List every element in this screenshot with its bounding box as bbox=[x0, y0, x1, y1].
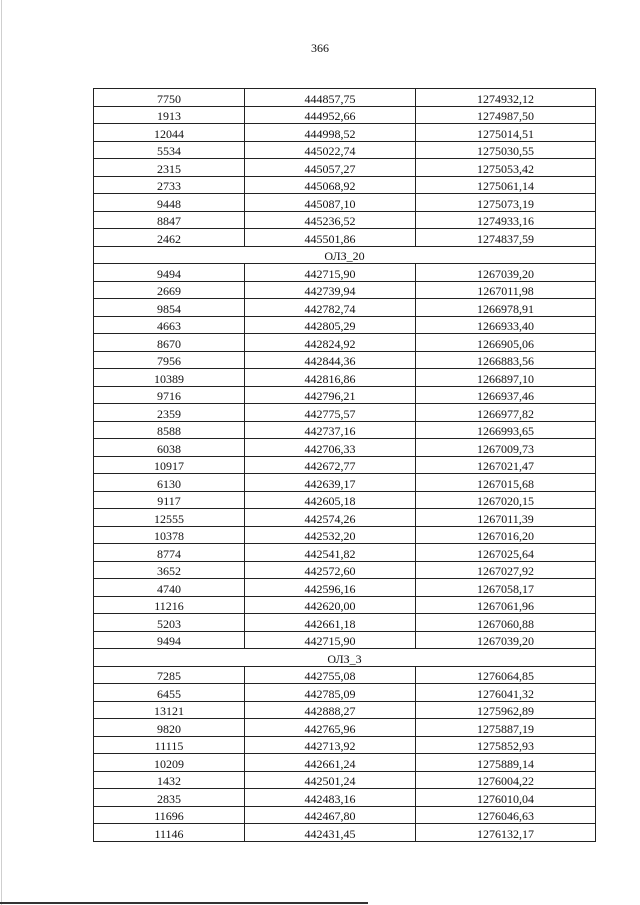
point-number-cell: 8588 bbox=[94, 421, 245, 439]
point-number-cell: 5534 bbox=[94, 141, 245, 159]
x-coordinate-cell: 445068,92 bbox=[245, 176, 416, 194]
x-coordinate-cell: 442572,60 bbox=[245, 561, 416, 579]
x-coordinate-cell: 442715,90 bbox=[245, 631, 416, 649]
x-coordinate-cell: 442782,74 bbox=[245, 299, 416, 317]
point-number-cell: 5203 bbox=[94, 614, 245, 632]
bottom-rule bbox=[0, 902, 368, 904]
point-number-cell: 9820 bbox=[94, 719, 245, 737]
y-coordinate-cell: 1276004,22 bbox=[416, 771, 596, 789]
x-coordinate-cell: 442672,77 bbox=[245, 456, 416, 474]
point-number-cell: 2359 bbox=[94, 404, 245, 422]
y-coordinate-cell: 1266978,91 bbox=[416, 299, 596, 317]
y-coordinate-cell: 1267025,64 bbox=[416, 544, 596, 562]
y-coordinate-cell: 1267039,20 bbox=[416, 264, 596, 282]
y-coordinate-cell: 1275073,19 bbox=[416, 194, 596, 212]
x-coordinate-cell: 442796,21 bbox=[245, 386, 416, 404]
table-row bbox=[94, 561, 596, 579]
x-coordinate-cell: 442816,86 bbox=[245, 369, 416, 387]
y-coordinate-cell: 1276132,17 bbox=[416, 824, 596, 842]
point-number-cell: 1913 bbox=[94, 106, 245, 124]
point-number-cell: 7750 bbox=[94, 89, 245, 107]
point-number-cell: 4663 bbox=[94, 316, 245, 334]
x-coordinate-cell: 442661,24 bbox=[245, 754, 416, 772]
x-coordinate-cell: 442715,90 bbox=[245, 264, 416, 282]
point-number-cell: 10378 bbox=[94, 526, 245, 544]
table-row bbox=[94, 456, 596, 474]
table-row bbox=[94, 176, 596, 194]
page-edge bbox=[1, 0, 2, 905]
point-number-cell: 11115 bbox=[94, 736, 245, 754]
table-row bbox=[94, 386, 596, 404]
table-row bbox=[94, 684, 596, 702]
table-row bbox=[94, 404, 596, 422]
x-coordinate-cell: 442737,16 bbox=[245, 421, 416, 439]
y-coordinate-cell: 1266905,06 bbox=[416, 334, 596, 352]
table-row bbox=[94, 89, 596, 107]
table-row bbox=[94, 754, 596, 772]
y-coordinate-cell: 1276046,63 bbox=[416, 806, 596, 824]
y-coordinate-cell: 1267020,15 bbox=[416, 491, 596, 509]
point-number-cell: 11696 bbox=[94, 806, 245, 824]
table-row bbox=[94, 474, 596, 492]
y-coordinate-cell: 1276064,85 bbox=[416, 666, 596, 684]
x-coordinate-cell: 444998,52 bbox=[245, 124, 416, 142]
y-coordinate-cell: 1275887,19 bbox=[416, 719, 596, 737]
table-row bbox=[94, 141, 596, 159]
y-coordinate-cell: 1267060,88 bbox=[416, 614, 596, 632]
point-number-cell: 13121 bbox=[94, 701, 245, 719]
y-coordinate-cell: 1267011,98 bbox=[416, 281, 596, 299]
y-coordinate-cell: 1276041,32 bbox=[416, 684, 596, 702]
point-number-cell: 8847 bbox=[94, 211, 245, 229]
point-number-cell: 8774 bbox=[94, 544, 245, 562]
x-coordinate-cell: 445022,74 bbox=[245, 141, 416, 159]
table-row bbox=[94, 806, 596, 824]
table-row bbox=[94, 719, 596, 737]
table-row bbox=[94, 194, 596, 212]
x-coordinate-cell: 442541,82 bbox=[245, 544, 416, 562]
x-coordinate-cell: 442739,94 bbox=[245, 281, 416, 299]
point-number-cell: 1432 bbox=[94, 771, 245, 789]
x-coordinate-cell: 442661,18 bbox=[245, 614, 416, 632]
point-number-cell: 12555 bbox=[94, 509, 245, 527]
table-row bbox=[94, 264, 596, 282]
y-coordinate-cell: 1266937,46 bbox=[416, 386, 596, 404]
point-number-cell: 9494 bbox=[94, 631, 245, 649]
point-number-cell: 9854 bbox=[94, 299, 245, 317]
point-number-cell: 11146 bbox=[94, 824, 245, 842]
point-number-cell: 9448 bbox=[94, 194, 245, 212]
point-number-cell: 7956 bbox=[94, 351, 245, 369]
table-row bbox=[94, 736, 596, 754]
table-row bbox=[94, 159, 596, 177]
y-coordinate-cell: 1266993,65 bbox=[416, 421, 596, 439]
table-row bbox=[94, 351, 596, 369]
y-coordinate-cell: 1267039,20 bbox=[416, 631, 596, 649]
y-coordinate-cell: 1275014,51 bbox=[416, 124, 596, 142]
point-number-cell: 6130 bbox=[94, 474, 245, 492]
point-number-cell: 7285 bbox=[94, 666, 245, 684]
x-coordinate-cell: 442483,16 bbox=[245, 789, 416, 807]
table-row bbox=[94, 421, 596, 439]
point-number-cell: 9117 bbox=[94, 491, 245, 509]
point-number-cell: 10917 bbox=[94, 456, 245, 474]
table-row bbox=[94, 299, 596, 317]
point-number-cell: 9494 bbox=[94, 264, 245, 282]
point-number-cell: 10389 bbox=[94, 369, 245, 387]
y-coordinate-cell: 1267021,47 bbox=[416, 456, 596, 474]
section-header-row bbox=[94, 246, 596, 264]
x-coordinate-cell: 444952,66 bbox=[245, 106, 416, 124]
point-number-cell: 2733 bbox=[94, 176, 245, 194]
y-coordinate-cell: 1267015,68 bbox=[416, 474, 596, 492]
x-coordinate-cell: 442755,08 bbox=[245, 666, 416, 684]
point-number-cell: 11216 bbox=[94, 596, 245, 614]
table-row bbox=[94, 614, 596, 632]
page-number: 366 bbox=[311, 41, 329, 55]
x-coordinate-cell: 442888,27 bbox=[245, 701, 416, 719]
table-row bbox=[94, 789, 596, 807]
x-coordinate-cell: 442706,33 bbox=[245, 439, 416, 457]
table-row bbox=[94, 124, 596, 142]
y-coordinate-cell: 1267027,92 bbox=[416, 561, 596, 579]
x-coordinate-cell: 445236,52 bbox=[245, 211, 416, 229]
point-number-cell: 2669 bbox=[94, 281, 245, 299]
point-number-cell: 10209 bbox=[94, 754, 245, 772]
table-row bbox=[94, 596, 596, 614]
y-coordinate-cell: 1267016,20 bbox=[416, 526, 596, 544]
y-coordinate-cell: 1266933,40 bbox=[416, 316, 596, 334]
y-coordinate-cell: 1275962,89 bbox=[416, 701, 596, 719]
table-row bbox=[94, 666, 596, 684]
table-row bbox=[94, 544, 596, 562]
y-coordinate-cell: 1274932,12 bbox=[416, 89, 596, 107]
y-coordinate-cell: 1267009,73 bbox=[416, 439, 596, 457]
point-number-cell: 6038 bbox=[94, 439, 245, 457]
y-coordinate-cell: 1267011,39 bbox=[416, 509, 596, 527]
point-number-cell: 3652 bbox=[94, 561, 245, 579]
table-row bbox=[94, 334, 596, 352]
x-coordinate-cell: 442639,17 bbox=[245, 474, 416, 492]
point-number-cell: 9716 bbox=[94, 386, 245, 404]
x-coordinate-cell: 442824,92 bbox=[245, 334, 416, 352]
y-coordinate-cell: 1274987,50 bbox=[416, 106, 596, 124]
section-label: ОЛЗ_3 bbox=[94, 649, 596, 667]
table-row bbox=[94, 316, 596, 334]
point-number-cell: 6455 bbox=[94, 684, 245, 702]
table-row bbox=[94, 631, 596, 649]
point-number-cell: 4740 bbox=[94, 579, 245, 597]
point-number-cell: 12044 bbox=[94, 124, 245, 142]
table-row bbox=[94, 579, 596, 597]
y-coordinate-cell: 1274933,16 bbox=[416, 211, 596, 229]
table-row bbox=[94, 229, 596, 247]
y-coordinate-cell: 1267061,96 bbox=[416, 596, 596, 614]
x-coordinate-cell: 442805,29 bbox=[245, 316, 416, 334]
y-coordinate-cell: 1266897,10 bbox=[416, 369, 596, 387]
x-coordinate-cell: 444857,75 bbox=[245, 89, 416, 107]
point-number-cell: 8670 bbox=[94, 334, 245, 352]
table-row bbox=[94, 526, 596, 544]
x-coordinate-cell: 442574,26 bbox=[245, 509, 416, 527]
section-header-row bbox=[94, 649, 596, 667]
x-coordinate-cell: 442775,57 bbox=[245, 404, 416, 422]
x-coordinate-cell: 442532,20 bbox=[245, 526, 416, 544]
y-coordinate-cell: 1275889,14 bbox=[416, 754, 596, 772]
y-coordinate-cell: 1266977,82 bbox=[416, 404, 596, 422]
y-coordinate-cell: 1266883,56 bbox=[416, 351, 596, 369]
x-coordinate-cell: 442785,09 bbox=[245, 684, 416, 702]
y-coordinate-cell: 1275061,14 bbox=[416, 176, 596, 194]
y-coordinate-cell: 1274837,59 bbox=[416, 229, 596, 247]
coordinates-table bbox=[93, 88, 596, 842]
x-coordinate-cell: 442844,36 bbox=[245, 351, 416, 369]
table-row bbox=[94, 509, 596, 527]
x-coordinate-cell: 442501,24 bbox=[245, 771, 416, 789]
x-coordinate-cell: 445057,27 bbox=[245, 159, 416, 177]
x-coordinate-cell: 445087,10 bbox=[245, 194, 416, 212]
x-coordinate-cell: 442467,80 bbox=[245, 806, 416, 824]
y-coordinate-cell: 1276010,04 bbox=[416, 789, 596, 807]
table-row bbox=[94, 281, 596, 299]
x-coordinate-cell: 442596,16 bbox=[245, 579, 416, 597]
x-coordinate-cell: 442765,96 bbox=[245, 719, 416, 737]
table-row bbox=[94, 369, 596, 387]
point-number-cell: 2835 bbox=[94, 789, 245, 807]
x-coordinate-cell: 442713,92 bbox=[245, 736, 416, 754]
point-number-cell: 2462 bbox=[94, 229, 245, 247]
x-coordinate-cell: 442431,45 bbox=[245, 824, 416, 842]
table-row bbox=[94, 491, 596, 509]
table-row bbox=[94, 106, 596, 124]
table-row bbox=[94, 824, 596, 842]
x-coordinate-cell: 442605,18 bbox=[245, 491, 416, 509]
y-coordinate-cell: 1275053,42 bbox=[416, 159, 596, 177]
y-coordinate-cell: 1267058,17 bbox=[416, 579, 596, 597]
table-row bbox=[94, 701, 596, 719]
x-coordinate-cell: 445501,86 bbox=[245, 229, 416, 247]
section-label: ОЛЗ_20 bbox=[94, 246, 596, 264]
point-number-cell: 2315 bbox=[94, 159, 245, 177]
y-coordinate-cell: 1275030,55 bbox=[416, 141, 596, 159]
x-coordinate-cell: 442620,00 bbox=[245, 596, 416, 614]
table-row bbox=[94, 439, 596, 457]
table-row bbox=[94, 211, 596, 229]
y-coordinate-cell: 1275852,93 bbox=[416, 736, 596, 754]
table-row bbox=[94, 771, 596, 789]
